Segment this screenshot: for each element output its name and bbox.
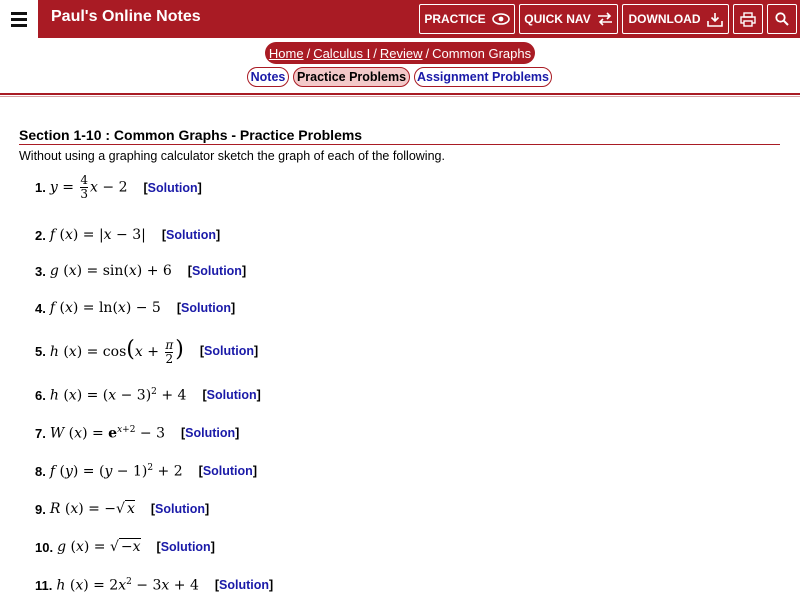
solution-link[interactable]: [Solution] [199, 344, 259, 359]
section-title: Section 1-10 : Common Graphs - Practice Problems [19, 127, 363, 143]
solution-link[interactable]: [Solution] [156, 540, 215, 554]
search-button[interactable] [767, 4, 797, 34]
quick-nav-label: QUICK NAV [524, 12, 591, 26]
solution-link[interactable]: [Solution] [161, 228, 221, 242]
list-item [35, 501, 209, 517]
search-icon [775, 12, 789, 26]
site-title[interactable]: Paul's Online Notes [51, 8, 201, 25]
problem-formula: W $(x) = e^{x+2} - 3$ [49, 425, 165, 442]
problem-formula: f (x) = ln(x) − 5 [49, 300, 161, 316]
section-rule [19, 144, 780, 145]
eye-icon [492, 13, 510, 25]
problem-formula: R (x) = −√ x [49, 501, 135, 517]
tab-practice-problems[interactable]: Practice Problems [293, 67, 410, 87]
download-label: DOWNLOAD [628, 12, 701, 26]
problem-number: 2. [35, 227, 46, 243]
download-icon [707, 12, 723, 27]
problem-number: 7. [35, 425, 46, 441]
menu-button[interactable] [0, 0, 38, 38]
tab-assignment-problems[interactable]: Assignment Problems [414, 67, 552, 87]
problem-number: 11. [35, 577, 53, 593]
breadcrumb [265, 42, 535, 64]
arrows-swap-icon [597, 12, 613, 26]
solution-link[interactable]: [Solution] [198, 464, 257, 479]
problem-number: 5. [35, 343, 46, 359]
breadcrumb-current: Common Graphs [432, 45, 532, 61]
list-item [35, 463, 257, 480]
print-button[interactable] [733, 4, 763, 34]
problem-number: 1. [35, 180, 46, 195]
list-item [35, 174, 202, 201]
list-item [35, 577, 273, 594]
solution-link[interactable]: [Solution] [150, 502, 210, 516]
solution-link[interactable]: [Solution] [202, 388, 261, 403]
problem-formula: h (x) = cos(x + $\frac{\pi}{2}$ ) [49, 337, 184, 366]
problem-number: 3. [35, 263, 46, 279]
problem-number: 9. [35, 501, 46, 517]
solution-link[interactable]: [Solution] [214, 578, 274, 593]
problem-formula: f (x) = |x − 3| [49, 227, 146, 243]
list-item [35, 539, 215, 555]
problem-formula: y = $\frac{4}{3}$ x − 2 [49, 173, 128, 201]
problem-number: 4. [35, 300, 46, 316]
list-item [35, 337, 258, 366]
header-divider [0, 93, 800, 95]
header-divider-secondary [0, 96, 800, 97]
solution-link[interactable]: [Solution] [176, 301, 236, 315]
solution-link[interactable]: [Solution] [143, 180, 202, 195]
breadcrumb-separator: / [425, 45, 430, 61]
breadcrumb-calculus[interactable]: Calculus I [313, 45, 371, 61]
problem-formula: h $(x) = 2x^2 - 3x + 4$ [56, 577, 199, 594]
solution-link[interactable]: [Solution] [180, 426, 240, 441]
list-item [35, 227, 220, 243]
problem-formula: g (x) = sin(x) + 6 [49, 263, 172, 279]
list-item [35, 300, 235, 316]
menu-icon [11, 9, 27, 30]
problem-formula: f $(y) = (y - 1)^2 + 2$ [49, 463, 183, 480]
list-item [35, 263, 246, 279]
download-button[interactable] [622, 4, 729, 34]
breadcrumb-home[interactable]: Home [268, 45, 304, 61]
quick-nav-button[interactable] [519, 4, 618, 34]
problem-formula: g (x) = √ −x [57, 539, 141, 555]
practice-label: PRACTICE [424, 12, 486, 26]
practice-button[interactable] [419, 4, 515, 34]
breadcrumb-review[interactable]: Review [379, 45, 423, 61]
problem-number: 8. [35, 463, 46, 479]
solution-link[interactable]: [Solution] [187, 264, 247, 278]
problem-number: 6. [35, 387, 46, 403]
problem-number: 10. [35, 539, 54, 555]
breadcrumb-separator: / [306, 45, 311, 61]
problem-formula: h $(x) = (x - 3)^2 + 4$ [49, 387, 187, 404]
list-item [35, 425, 239, 442]
tab-notes[interactable]: Notes [247, 67, 289, 87]
print-icon [740, 12, 756, 27]
section-intro: Without using a graphing calculator sketch the graph of each of the following. [19, 149, 445, 163]
list-item [35, 387, 261, 404]
breadcrumb-separator: / [373, 45, 377, 61]
